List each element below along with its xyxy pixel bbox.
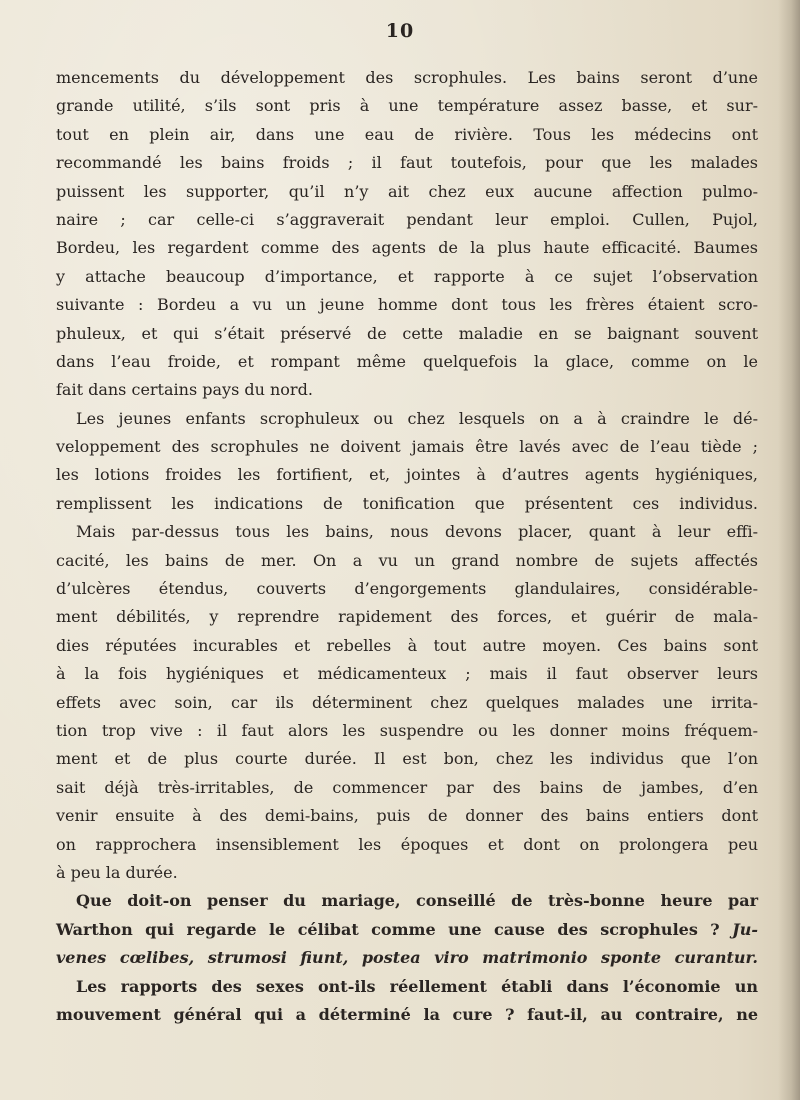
text-segment: Warthon qui regarde le célibat comme une cause des scrophules ? (56, 919, 720, 939)
text-line: tout en plein air, dans une eau de rivière. Tous les médecins ont (56, 124, 758, 144)
text-line: à peu la durée. (56, 862, 178, 882)
text-line: mouvement général qui a déterminé la cure ? faut-il, au contraire, ne (56, 1004, 758, 1024)
text-line-with-latin (56, 916, 758, 944)
text-line: puissent les supporter, qu’il n’y ait chez eux aucune affection pulmo- (56, 181, 758, 201)
text-line: ment débilités, y reprendre rapidement des forces, et guérir de mala- (56, 607, 758, 627)
text-line: dies réputées incurables et rebelles à tout autre moyen. Ces bains sont (56, 635, 758, 655)
text-line: effets avec soin, car ils déterminent chez quelques malades une irrita- (56, 692, 758, 712)
text-line: phuleux, et qui s’était préservé de cette maladie en se baignant souvent (56, 323, 758, 343)
text-line: venir ensuite à des demi-bains, puis de donner des bains entiers dont (56, 806, 758, 826)
text-line: y attache beaucoup d’importance, et rapporte à ce sujet l’observation (56, 266, 758, 286)
text-line: mencements du développement des scrophules. Les bains seront d’une (56, 68, 758, 87)
text-line: naire ; car celle-ci s’aggraverait pendant leur emploi. Cullen, Pujol, (56, 209, 758, 229)
text-line: on rapprochera insensiblement les époques et dont on prolongera peu (56, 834, 758, 854)
text-line: grande utilité, s’ils sont pris à une température assez basse, et sur- (56, 96, 758, 116)
paragraph-start-line: Mais par-dessus tous les bains, nous devons placer, quant à leur effi- (76, 522, 758, 542)
text-line: cacité, les bains de mer. On a vu un grand nombre de sujets affectés (56, 550, 758, 570)
paragraph-start-line: Que doit-on penser du mariage, conseillé de très-bonne heure par (76, 891, 758, 911)
latin-quote-line: venes cœlibes, strumosi fiunt, postea viro matrimonio sponte curantur. (56, 948, 758, 968)
page-number: 10 (385, 20, 415, 42)
text-line: Bordeu, les regardent comme des agents de la plus haute efficacité. Baumes (56, 238, 758, 258)
page-edge-shadow (778, 0, 800, 1100)
text-line: dans l’eau froide, et rompant même quelquefois la glace, comme on le (56, 351, 758, 371)
text-line: sait déjà très-irritables, de commencer par des bains de jambes, d’en (56, 777, 758, 797)
paragraph-start-line: Les jeunes enfants scrophuleux ou chez lesquels on a à craindre le dé- (76, 408, 758, 428)
text-line: recommandé les bains froids ; il faut toutefois, pour que les malades (56, 153, 758, 173)
text-line: d’ulcères étendus, couverts d’engorgements glandulaires, considérable- (56, 579, 758, 599)
paragraph-start-line: Les rapports des sexes ont-ils réellement établi dans l’économie un (76, 976, 758, 996)
latin-quote-start: Ju- (732, 919, 758, 939)
text-line: fait dans certains pays du nord. (56, 380, 313, 400)
text-line: à la fois hygiéniques et médicamenteux ; mais il faut observer leurs (56, 664, 758, 684)
text-line: suivante : Bordeu a vu un jeune homme dont tous les frères étaient scro- (56, 295, 758, 315)
text-line: tion trop vive : il faut alors les suspendre ou les donner moins fréquem- (56, 720, 758, 740)
text-line: ment et de plus courte durée. Il est bon, chez les individus que l’on (56, 749, 758, 769)
text-line: les lotions froides les fortifient, et, jointes à d’autres agents hygiéniques, (56, 465, 758, 485)
text-line: veloppement des scrophules ne doivent jamais être lavés avec de l’eau tiède ; (56, 437, 758, 457)
body-text (56, 64, 758, 1029)
text-line: remplissent les indications de tonification que présentent ces individus. (56, 493, 758, 513)
